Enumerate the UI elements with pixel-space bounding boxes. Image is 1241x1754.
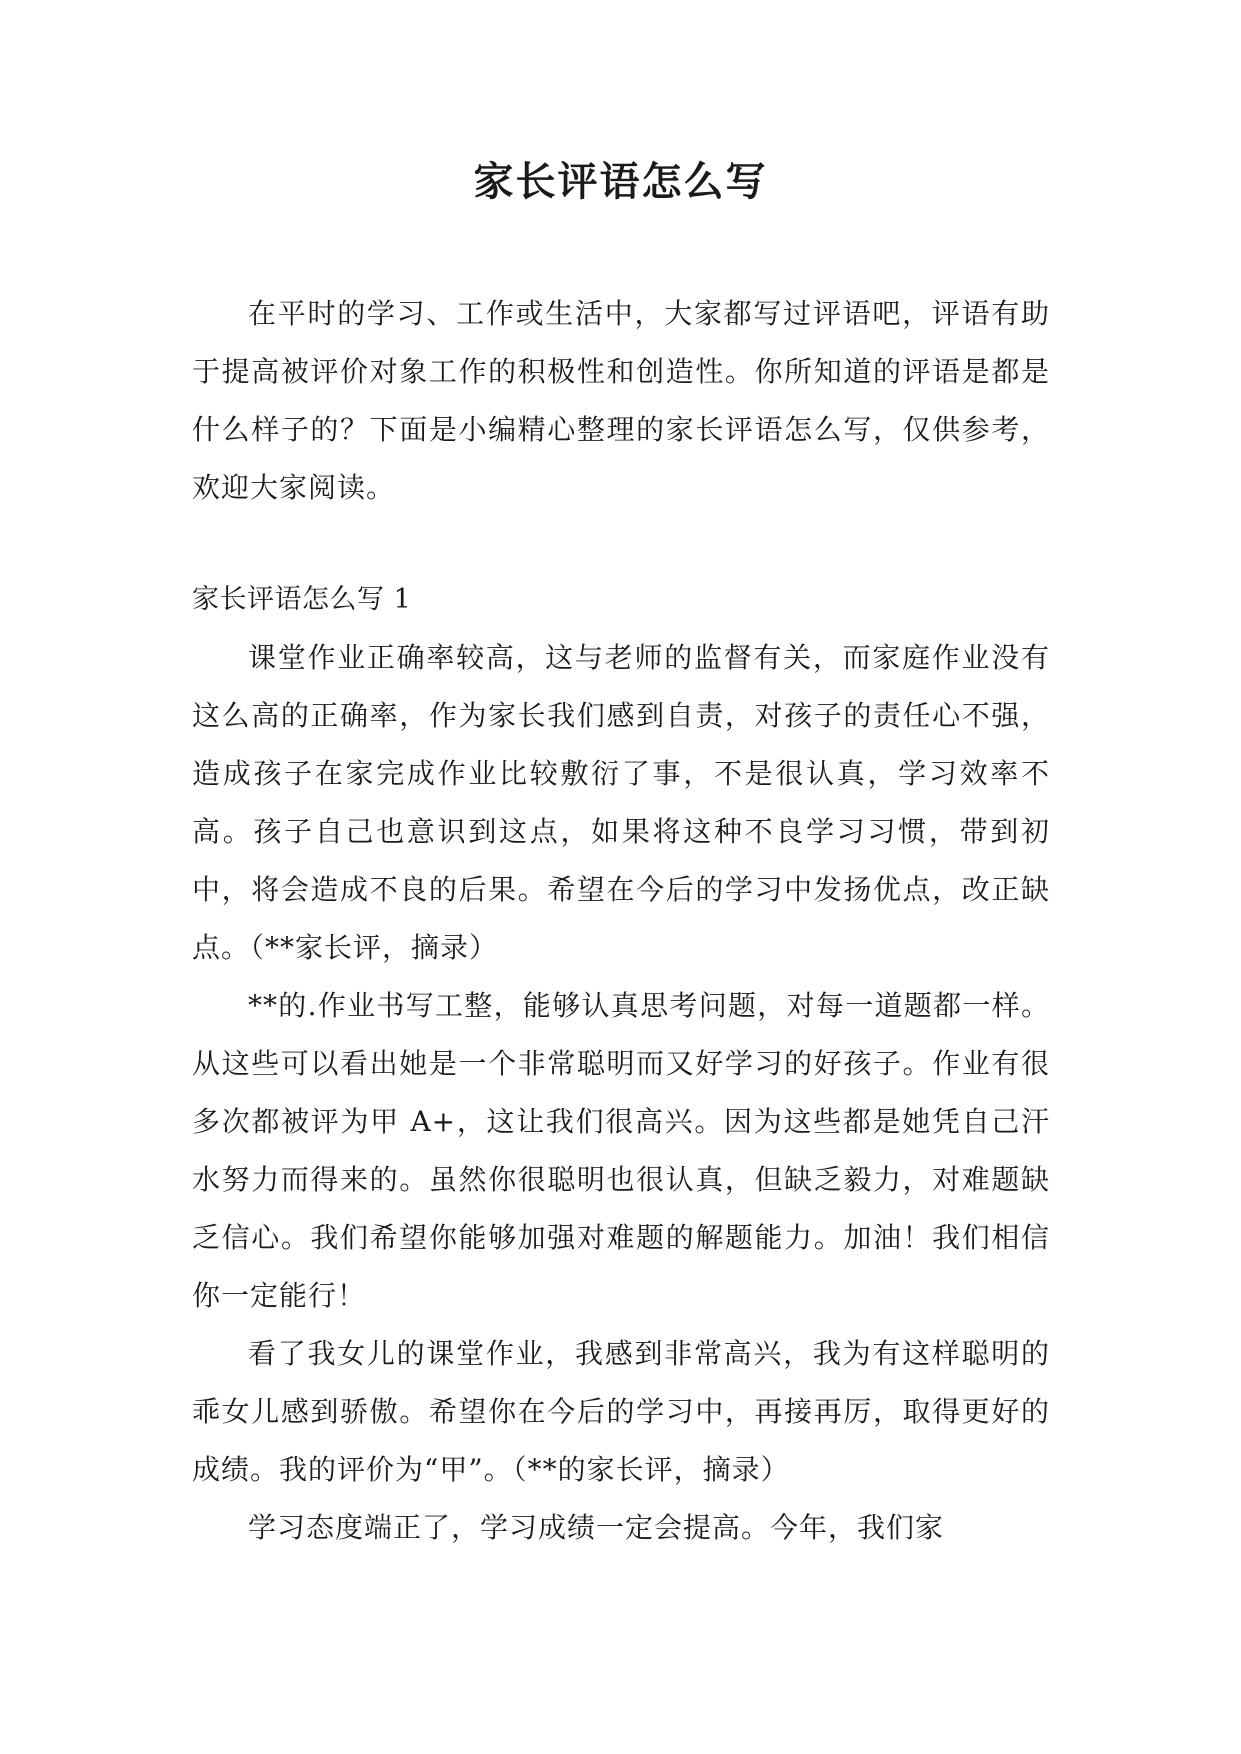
section-heading: 家长评语怎么写 1	[192, 584, 412, 615]
body-paragraph: 学习态度端正了，学习成绩一定会提高。今年，我们家	[248, 1511, 945, 1544]
body-paragraph: 课堂作业正确率较高，这与老师的监督有关，而家庭作业没有这么高的正确率，作为家长我们感到自责，对孩子的责任心不强，造成孩子在家完成作业比较敷衍了事，不是很认真，学习效率不高。孩子自己也意识到这点，如果将这种不良学习习惯，带到初中，将会造成不良的后果。希望在今后的学习中发扬优点，改正缺点。（**家长评，摘录）	[192, 641, 1050, 964]
body-paragraph: 看了我女儿的课堂作业，我感到非常高兴，我为有这样聪明的乖女儿感到骄傲。希望你在今后的学习中，再接再厉，取得更好的成绩。我的评价为“甲”。（**的家长评，摘录）	[192, 1337, 1050, 1486]
body-paragraph: **的.作业书写工整，能够认真思考问题，对每一道题都一样。从这些可以看出她是一个非常聪明而又好学习的好孩子。作业有很多次都被评为甲 A+，这让我们很高兴。因为这些都是她凭自己汗水努力而得来的。虽然你很聪明也很认真，但缺乏毅力，对难题缺乏信心。我们希望你能够加强对难题的解题能力。加油！我们相信你一定能行！	[192, 989, 1050, 1312]
document-title: 家长评语怎么写	[473, 158, 768, 205]
intro-paragraph: 在平时的学习、工作或生活中，大家都写过评语吧，评语有助于提高被评价对象工作的积极性和创造性。你所知道的评语是都是什么样子的？下面是小编精心整理的家长评语怎么写，仅供参考，欢迎大家阅读。	[192, 297, 1050, 504]
document-body	[192, 285, 1050, 1557]
